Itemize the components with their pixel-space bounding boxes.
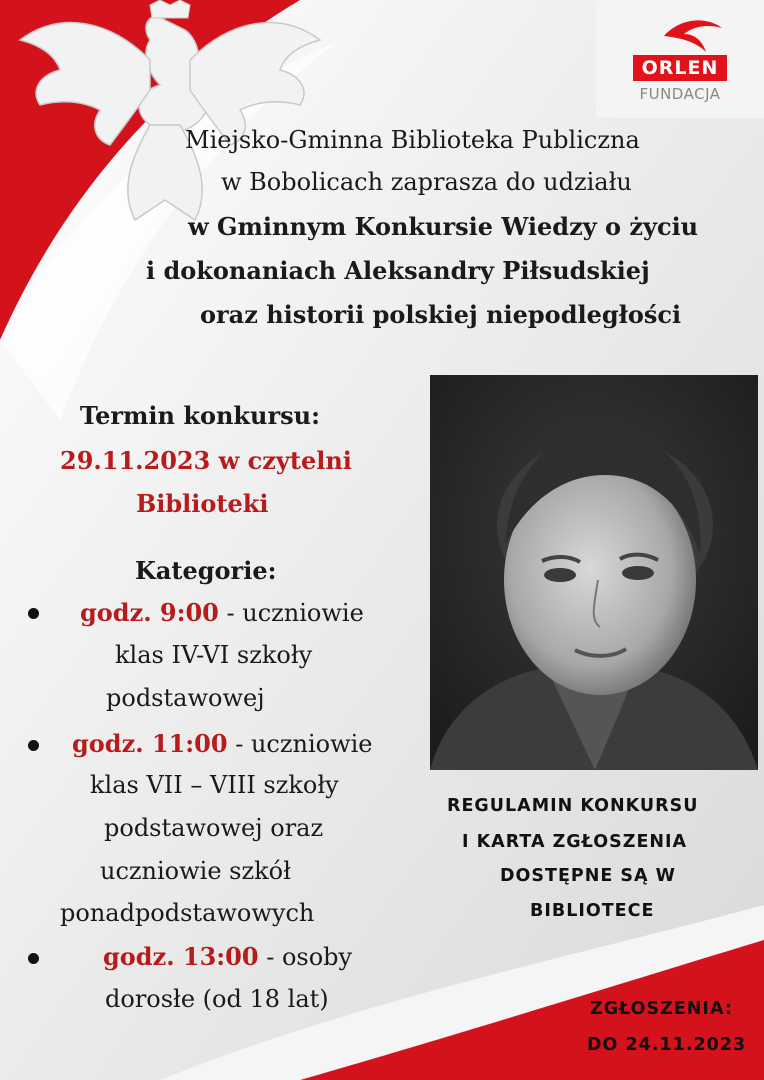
category-1-line-2: klas IV-VI szkoły <box>115 641 313 669</box>
category-2-line-1 <box>72 729 373 758</box>
bullet-2 <box>28 740 39 751</box>
intro-line-3: w Gminnym Konkursie Wiedzy o życiu <box>188 212 699 241</box>
regulamin-line-3: DOSTĘPNE SĄ W <box>500 866 676 886</box>
category-3-time: godz. 13:00 <box>103 942 259 971</box>
category-2-line-5: ponadpodstawowych <box>60 899 315 927</box>
category-1-desc: - uczniowie <box>218 599 364 627</box>
kategorie-label: Kategorie: <box>135 556 277 585</box>
portrait-photo <box>430 375 758 770</box>
intro-line-5: oraz historii polskiej niepodległości <box>200 300 682 329</box>
category-2-desc: - uczniowie <box>227 730 373 758</box>
category-1-line-1 <box>80 598 364 627</box>
category-1-line-3: podstawowej <box>106 684 265 712</box>
category-2-line-2: klas VII – VIII szkoły <box>90 771 339 799</box>
fundacja-logo-text: FUNDACJA <box>639 85 721 103</box>
regulamin-line-1: REGULAMIN KONKURSU <box>447 796 699 816</box>
termin-place: Biblioteki <box>136 489 269 518</box>
intro-line-1: Miejsko-Gminna Biblioteka Publiczna <box>185 126 640 154</box>
category-2-line-3: podstawowej oraz <box>104 814 324 842</box>
category-3-line-2: dorosłe (od 18 lat) <box>105 985 329 1013</box>
orlen-eagle-logo-icon <box>660 16 726 56</box>
regulamin-line-2: I KARTA ZGŁOSZENIA <box>462 832 688 852</box>
termin-label: Termin konkursu: <box>80 401 320 430</box>
termin-date: 29.11.2023 w czytelni <box>60 446 352 475</box>
zgloszenia-label: ZGŁOSZENIA: <box>590 999 733 1019</box>
white-eagle-emblem <box>0 0 330 240</box>
zgloszenia-deadline: DO 24.11.2023 <box>587 1035 747 1055</box>
category-2-line-4: uczniowie szkół <box>100 857 291 885</box>
bullet-3 <box>28 953 39 964</box>
category-3-line-1 <box>103 942 352 971</box>
regulamin-line-4: BIBLIOTECE <box>530 901 655 921</box>
portrait-illustration <box>430 375 758 770</box>
intro-line-2: w Bobolicach zaprasza do udziału <box>221 168 632 196</box>
category-2-time: godz. 11:00 <box>72 729 228 758</box>
bullet-1 <box>28 608 39 619</box>
category-3-desc: - osoby <box>258 943 353 971</box>
orlen-logo-text: ORLEN <box>633 55 727 81</box>
category-1-time: godz. 9:00 <box>80 598 219 627</box>
intro-line-4: i dokonaniach Aleksandry Piłsudskiej <box>146 256 650 285</box>
